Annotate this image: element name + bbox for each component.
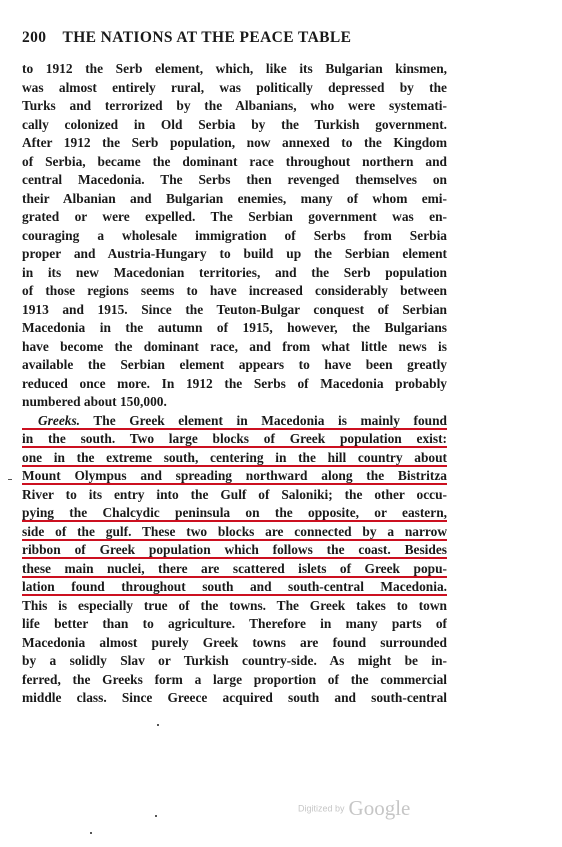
underlined-line: one in the extreme south, centering in the hill country about [22, 449, 447, 468]
page-number: 200 [22, 29, 47, 46]
text-line: by a solidly Slav or Turkish country-side. As might be in- [22, 653, 447, 668]
running-title: THE NATIONS AT THE PEACE TABLE [62, 29, 352, 46]
text-line: numbered about 150,000. [22, 394, 167, 409]
scan-speck [90, 832, 92, 834]
underlined-line: pying the Chalcydic peninsula on the opposite, or eastern, [22, 504, 447, 523]
text-line: was almost entirely rural, was politically depressed by the [22, 79, 447, 95]
scan-speck [8, 479, 12, 480]
text-line: cally colonized in Old Serbia by the Turkish government. [22, 116, 447, 132]
section-lead-in: Greeks. [38, 412, 81, 428]
watermark-digitized-text: Digitized by [298, 803, 345, 814]
text-line: proper and Austria-Hungary to build up the Serbian element [22, 246, 447, 261]
text-line: Macedonia almost purely Greek towns are found surrounded [22, 634, 447, 650]
text-line: of those regions seems to have increased considerably between [22, 283, 447, 298]
text-line: have become the dominant race, and from what little news is [22, 338, 447, 354]
text-line: their Albanian and Bulgarian enemies, many of whom emi- [22, 190, 447, 206]
text-line: This is especially true of the towns. The Greek takes to town [22, 597, 447, 613]
text-run: The Greek element in Macedonia is mainly found [93, 412, 447, 428]
text-line: Macedonia in the autumn of 1915, however, the Bulgarians [22, 320, 447, 335]
text-line: couraging a wholesale immigration of Serbs from Serbia [22, 227, 447, 243]
body-text [22, 60, 447, 708]
underlined-line: these main nuclei, there are scattered islets of Greek popu- [22, 560, 447, 579]
digitized-by-google-watermark [298, 796, 410, 821]
text-line: to 1912 the Serb element, which, like its Bulgarian kinsmen, [22, 61, 447, 76]
text-line: 1913 and 1915. Since the Teuton-Bulgar conquest of Serbian [22, 301, 447, 317]
text-line: of Serbia, became the dominant race throughout northern and [22, 153, 447, 169]
text-line: in its new Macedonian territories, and the Serb population [22, 264, 447, 280]
text-line: After 1912 the Serb population, now annexed to the Kingdom [22, 135, 447, 150]
underlined-line [22, 412, 447, 431]
text-line: life better than to agriculture. Therefore in many parts of [22, 616, 447, 631]
text-line: middle class. Since Greece acquired south and south-central [22, 690, 447, 705]
watermark-google-logo: Google [348, 796, 411, 820]
running-header [22, 29, 351, 47]
text-line: reduced once more. In 1912 the Serbs of Macedonia probably [22, 375, 447, 391]
underlined-line: in the south. Two large blocks of Greek population exist: [22, 430, 447, 449]
text-line: River to its entry into the Gulf of Saloniki; the other occu- [22, 486, 447, 502]
underlined-line: Mount Olympus and spreading northward along the Bistritza [22, 467, 447, 486]
scan-speck [157, 724, 159, 726]
text-line: available the Serbian element appears to have been greatly [22, 357, 447, 372]
underlined-line: ribbon of Greek population which follows the coast. Besides [22, 541, 447, 560]
scan-speck [155, 815, 157, 817]
underlined-line: side of the gulf. These two blocks are connected by a narrow [22, 523, 447, 542]
text-line: central Macedonia. The Serbs then revenged themselves on [22, 172, 447, 187]
text-line: ferred, the Greeks form a large proportion of the commercial [22, 671, 447, 687]
text-line: Turks and terrorized by the Albanians, who were systemati- [22, 98, 447, 113]
underlined-line: lation found throughout south and south-central Macedonia. [22, 578, 447, 597]
text-line: grated or were expelled. The Serbian government was en- [22, 209, 447, 224]
